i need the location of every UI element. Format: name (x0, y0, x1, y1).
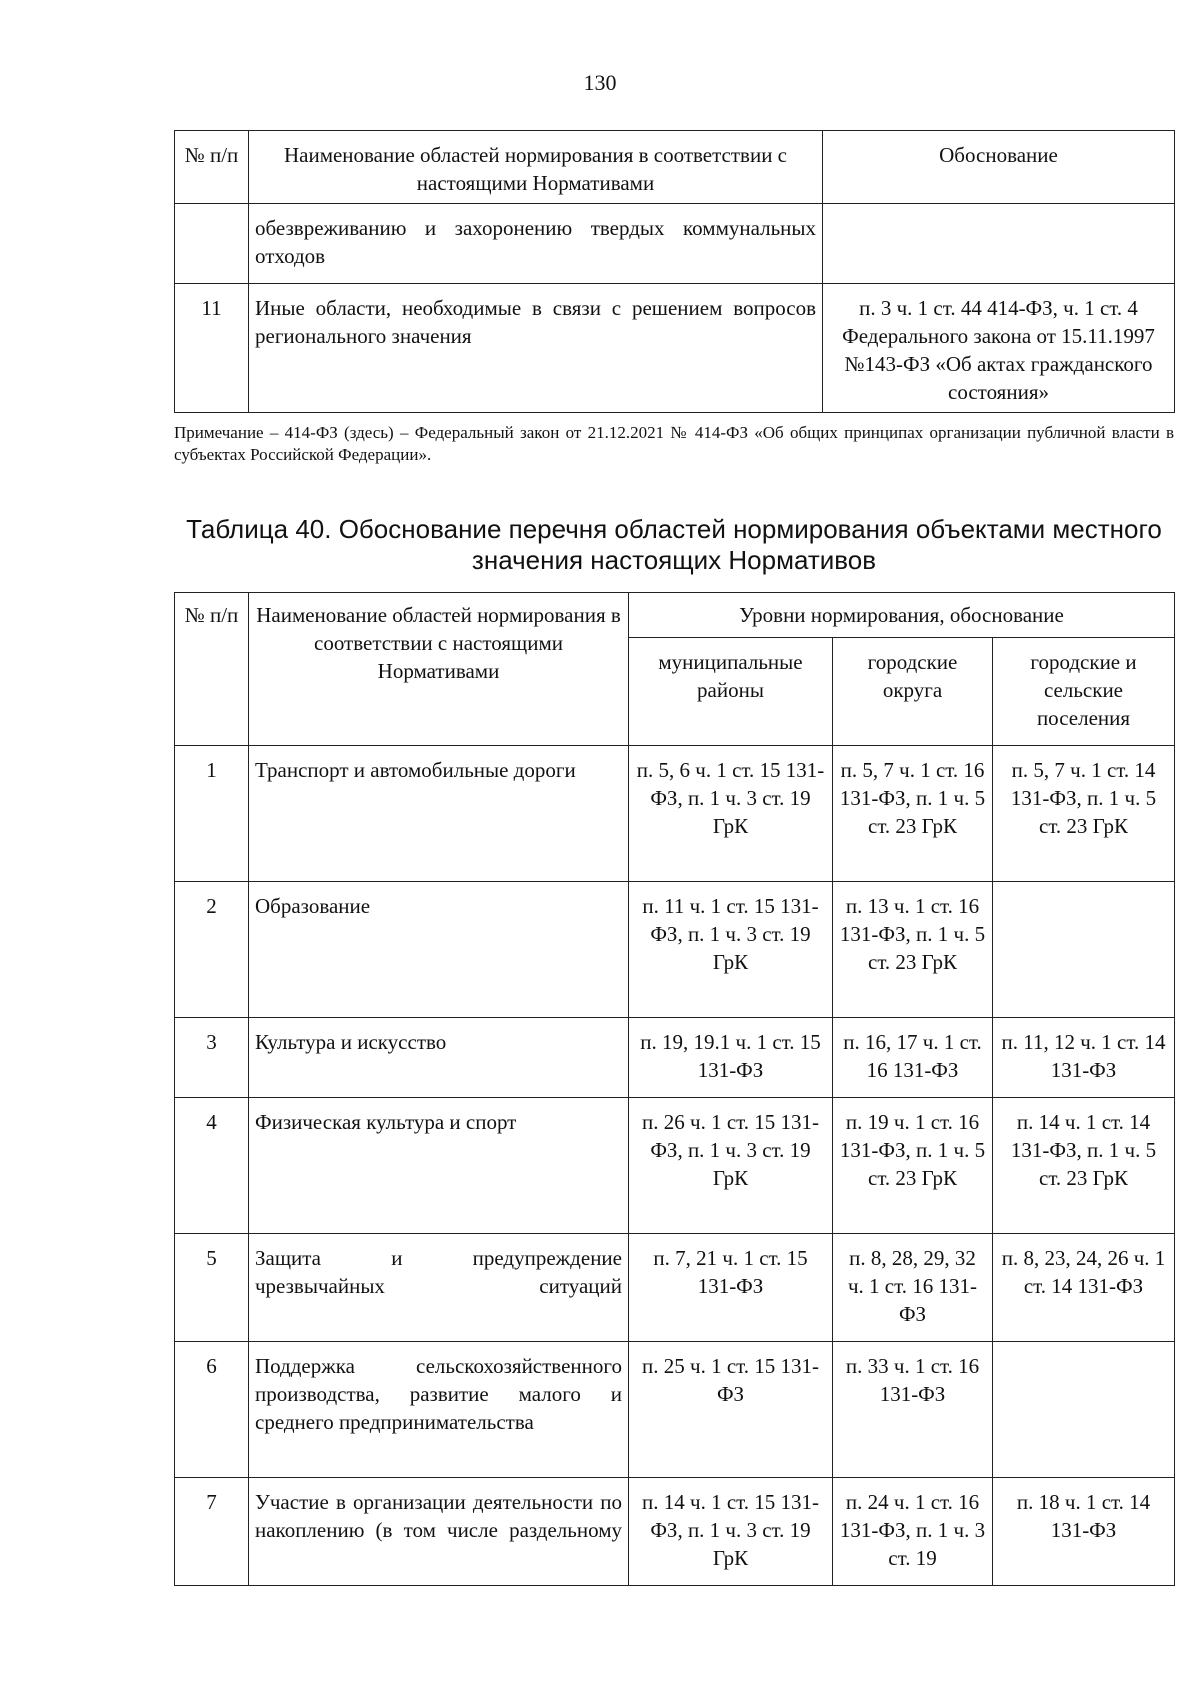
table-row (175, 882, 1175, 1018)
row-area-name: Участие в организации деятельности по накоплению (в том числе раздельному (249, 1478, 629, 1586)
row-municipal: п. 14 ч. 1 ст. 15 131-ФЗ, п. 1 ч. 3 ст. 19 ГрК (629, 1478, 833, 1586)
row-num: 4 (175, 1098, 249, 1234)
row-urban: п. 16, 17 ч. 1 ст. 16 131-ФЗ (833, 1018, 993, 1098)
row-area-name: Культура и искусство (249, 1018, 629, 1098)
table-39-continuation (174, 130, 1175, 413)
row-num: 5 (175, 1234, 249, 1342)
row-basis: п. 3 ч. 1 ст. 44 414-ФЗ, ч. 1 ст. 4 Федерального закона от 15.11.1997 №143-ФЗ «Об актах гражданского состояния» (823, 284, 1175, 413)
row-area-name: Физическая культура и спорт (249, 1098, 629, 1234)
row-municipal: п. 19, 19.1 ч. 1 ст. 15 131-ФЗ (629, 1018, 833, 1098)
row-area-name: Иные области, необходимые в связи с решением вопросов регионального значения (249, 284, 823, 413)
row-num: 7 (175, 1478, 249, 1586)
table-row (175, 1098, 1175, 1234)
row-municipal: п. 11 ч. 1 ст. 15 131-ФЗ, п. 1 ч. 3 ст. 19 ГрК (629, 882, 833, 1018)
table-row (175, 204, 1175, 284)
header-num: № п/п (175, 131, 249, 204)
table-note: Примечание – 414-ФЗ (здесь) – Федеральный закон от 21.12.2021 № 414-ФЗ «Об общих принципах организации публичной власти в субъектах Российской Федерации». (174, 423, 1174, 464)
table-row (175, 284, 1175, 413)
row-urban: п. 19 ч. 1 ст. 16 131-ФЗ, п. 1 ч. 5 ст. 23 ГрК (833, 1098, 993, 1234)
row-settlements: п. 11, 12 ч. 1 ст. 14 131-ФЗ (993, 1018, 1175, 1098)
table-40-title: Таблица 40. Обоснование перечня областей нормирования объектами местного значения настоящих Нормативов (186, 514, 1162, 575)
row-area-name: обезвреживанию и захоронению твердых коммунальных отходов (249, 204, 823, 284)
row-num (175, 204, 249, 284)
row-area-name: Защита и предупреждение чрезвычайных ситуаций (249, 1234, 629, 1342)
header-area-name: Наименование областей нормирования в соответствии с настоящими Нормативами (249, 131, 823, 204)
row-urban: п. 13 ч. 1 ст. 16 131-ФЗ, п. 1 ч. 5 ст. 23 ГрК (833, 882, 993, 1018)
row-settlements (993, 1342, 1175, 1478)
row-settlements: п. 5, 7 ч. 1 ст. 14 131-ФЗ, п. 1 ч. 5 ст. 23 ГрК (993, 746, 1175, 882)
table-header-row (175, 593, 1175, 638)
row-municipal: п. 7, 21 ч. 1 ст. 15 131-ФЗ (629, 1234, 833, 1342)
header-num: № п/п (175, 593, 249, 746)
table-40 (174, 592, 1175, 1586)
header-municipal-districts: муниципальные районы (629, 638, 833, 746)
row-num: 3 (175, 1018, 249, 1098)
table-row (175, 746, 1175, 882)
row-urban: п. 8, 28, 29, 32 ч. 1 ст. 16 131-ФЗ (833, 1234, 993, 1342)
row-area-name: Образование (249, 882, 629, 1018)
row-basis (823, 204, 1175, 284)
header-levels: Уровни нормирования, обоснование (629, 593, 1175, 638)
table-row (175, 1018, 1175, 1098)
row-urban: п. 24 ч. 1 ст. 16 131-ФЗ, п. 1 ч. 3 ст. 19 (833, 1478, 993, 1586)
row-area-name: Поддержка сельскохозяйственного производства, развитие малого и среднего предпринимательства (249, 1342, 629, 1478)
row-municipal: п. 5, 6 ч. 1 ст. 15 131-ФЗ, п. 1 ч. 3 ст. 19 ГрК (629, 746, 833, 882)
header-urban-districts: городские округа (833, 638, 993, 746)
header-area-name: Наименование областей нормирования в соответствии с настоящими Нормативами (249, 593, 629, 746)
page-number: 130 (583, 70, 617, 95)
row-settlements (993, 882, 1175, 1018)
row-urban: п. 5, 7 ч. 1 ст. 16 131-ФЗ, п. 1 ч. 5 ст. 23 ГрК (833, 746, 993, 882)
row-settlements: п. 8, 23, 24, 26 ч. 1 ст. 14 131-ФЗ (993, 1234, 1175, 1342)
table-row (175, 1478, 1175, 1586)
row-area-name: Транспорт и автомобильные дороги (249, 746, 629, 882)
row-settlements: п. 14 ч. 1 ст. 14 131-ФЗ, п. 1 ч. 5 ст. 23 ГрК (993, 1098, 1175, 1234)
row-settlements: п. 18 ч. 1 ст. 14 131-ФЗ (993, 1478, 1175, 1586)
row-urban: п. 33 ч. 1 ст. 16 131-ФЗ (833, 1342, 993, 1478)
row-num: 2 (175, 882, 249, 1018)
row-num: 11 (175, 284, 249, 413)
header-basis: Обоснование (823, 131, 1175, 204)
row-municipal: п. 25 ч. 1 ст. 15 131-ФЗ (629, 1342, 833, 1478)
table-header-row (175, 131, 1175, 204)
table-row (175, 1342, 1175, 1478)
table-row (175, 1234, 1175, 1342)
header-settlements: городские и сельские поселения (993, 638, 1175, 746)
row-num: 6 (175, 1342, 249, 1478)
row-municipal: п. 26 ч. 1 ст. 15 131-ФЗ, п. 1 ч. 3 ст. 19 ГрК (629, 1098, 833, 1234)
row-num: 1 (175, 746, 249, 882)
